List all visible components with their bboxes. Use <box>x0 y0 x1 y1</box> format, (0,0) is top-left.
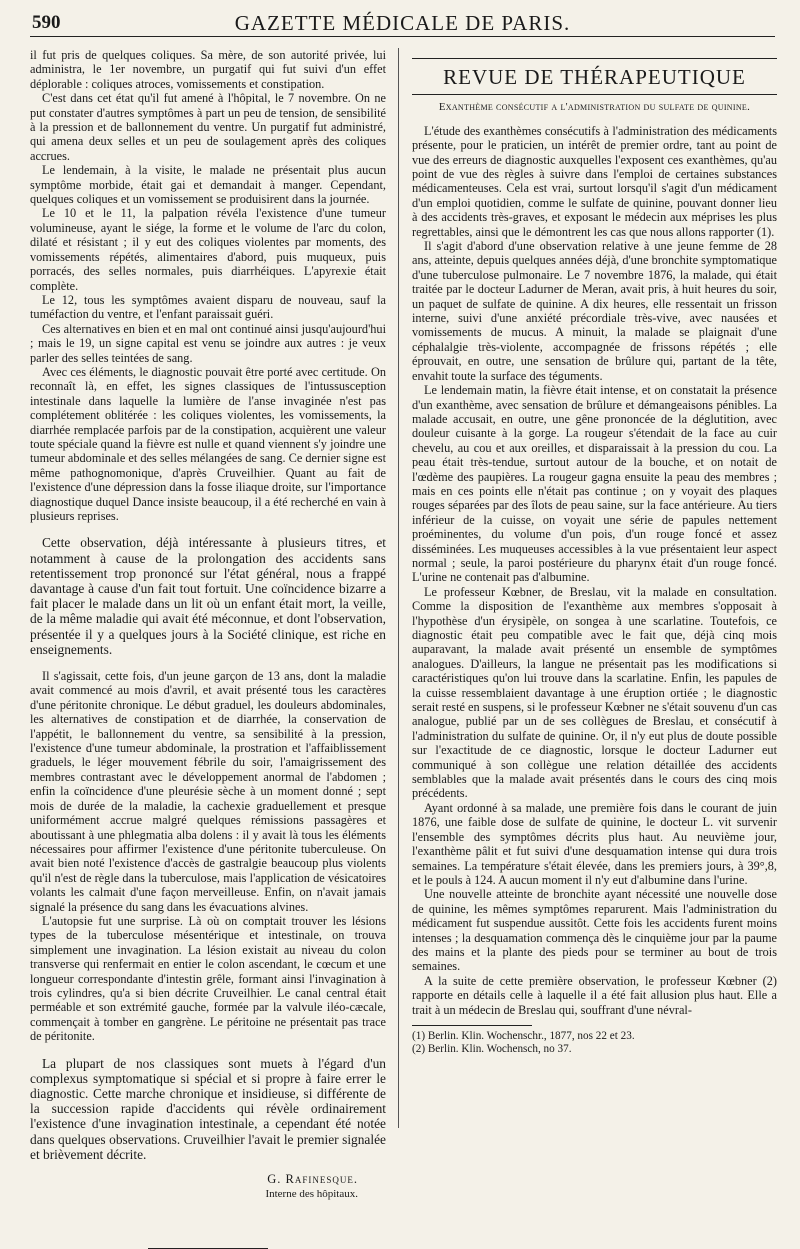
footnote-rule <box>412 1025 532 1026</box>
right-column <box>412 48 777 1056</box>
footnote: (2) Berlin. Klin. Wochensch, no 37. <box>412 1042 572 1055</box>
page-number: 590 <box>32 12 61 33</box>
journal-title: GAZETTE MÉDICALE DE PARIS. <box>234 11 571 35</box>
column-divider <box>398 48 399 1128</box>
section-subtitle: Exanthème consécutif a l'administration du sulfate de quinine. <box>438 101 751 113</box>
paragraph: L'autopsie fut une surprise. Là où on comptait trouver les lésions types de la tuberculose mésentérique et intestinale, on trouva simplement une invagination. La lésion existait au niveau du colon transverse qui renfermait en entier le colon ascendant, le cœcum et une longueur correspondante d'intestin grêle, formant ainsi l'invagination à trois cylindres, qu'a si bien décrite Cruveilhier. Le canal central était perméable et son extrémité gauche, formée par la valvule iléo-cæcale, commençait à tomber en gangrène. Le péritoine ne présentait pas trace de péritonite. <box>30 913 386 1044</box>
page-header <box>30 10 775 37</box>
paragraph: Il s'agit d'abord d'une observation relative à une jeune femme de 28 ans, atteinte, depuis quelques années déjà, d'une bronchite symptomatique d'une tuberculose pulmonaire. Le 7 novembre 1876, la malade, qui était traitée par le docteur Ladurner de Meran, avait pris, à huit heures du soir, un paquet de sulfate de quinine. A dix heures, elle ressentait un frisson interne, suivi d'une anxiété précordiale très-vive, avec nausées et vomissements de mucus. A minuit, la malade se plaignait d'une céphalalgie très-violente, accompagnée de frissons répétés ; elle éprouvait, en outre, une sensation de brûlure qui, partant de la tête, envahit toute la surface des téguments. <box>412 239 777 383</box>
paragraph: C'est dans cet état qu'il fut amené à l'hôpital, le 7 novembre. On ne put constater d'autres symptômes à part un peu de tension, de sensibilité à la pression et de ballonnement du ventre. Un purgatif fut administré, qui amena deux selles et un peu de soulagement après des coliques accrues. <box>30 91 386 163</box>
author-role: Interne des hôpitaux. <box>265 1188 358 1201</box>
paragraph: A la suite de cette première observation, le professeur Kœbner (2) rapporte en détails celle à laquelle il a été fait allusion plus haut. Elle a trait à un médecin de Breslau qui, souffrant d'une névral- <box>412 973 777 1017</box>
paragraph: Une nouvelle atteinte de bronchite ayant nécessité une nouvelle dose de quinine, les mêmes symptômes reparurent. Mais l'administration du médicament fut suspendue aussitôt. Cette fois les accidents furent moins intenses ; la desquamation commença dès le cinquième jour par la paume des mains et la plante des pieds pour se terminer au bout de trois semaines. <box>412 887 777 974</box>
paragraph-large: Cette observation, déjà intéressante à plusieurs titres, et notamment à cause de la prolongation des accidents sans retentissement trop prononcé sur l'état général, nous a frappé davantage à cause d'un fait tout fortuit. Une coïncidence bizarre a fait placer le malade dans un lit où un enfant était mort, la veille, de la même maladie qui avait été méconnue, et dont l'observation, présentée il y a quelques jours à la Société clinique, est riche en enseignements. <box>30 535 386 657</box>
footnote: (1) Berlin. Klin. Wochenschr., 1877, nos 22 et 23. <box>412 1029 635 1042</box>
paragraph: Le 10 et le 11, la palpation révéla l'existence d'une tumeur volumineuse, ayant le siége, la forme et le volume de l'arc du colon, dilaté et résistant ; il y eut des coliques violentes par moments, des vomissements répétés, alimentaires d'abord, puis muqueux, puis porracés, des selles normales, puis diarrhéiques. L'apyrexie était complète. <box>30 206 386 293</box>
paragraph: Le 12, tous les symptômes avaient disparu de nouveau, sauf la tuméfaction du ventre, et l'enfant paraissait guéri. <box>30 292 386 322</box>
paragraph: Il s'agissait, cette fois, d'un jeune garçon de 13 ans, dont la maladie avait commencé au mois d'avril, et avait présenté tous les caractères d'une péritonite chronique. Le début graduel, les douleurs abdominales, les alternatives de constipation et de diarrhée, la conservation de l'appétit, le ballonnement du ventre, sa sensibilité à la pression, l'existence d'une tumeur abdominale, la prostration et l'affaiblissement graduels, le léger mouvement fébrile du soir, l'amaigrissement des membres contrastant avec le développement anormal de l'abdomen ; enfin la coïncidence d'une pleurésie sèche à un moment donné ; sept mois de durée de la maladie, la cachexie graduellement et presque uniformément accrue malgré quelques rémissions passagères et aboutissant à une phlegmatia alba dolens : il y avait là tous les éléments nécessaires pour affirmer l'existence d'une péritonite tuberculeuse. On avait bien noté l'existence d'accès de gastralgie beaucoup plus violents qu'il n'est de règle dans la tuberculose, mais l'application de vésicatoires volants les calmait d'une façon merveilleuse. Enfin, on n'avait jamais signalé la présence du sang dans les évacuations alvines. <box>30 669 386 914</box>
paragraph: Ayant ordonné à sa malade, une première fois dans le courant de juin 1876, une faible dose de sulfate de quinine, le docteur L. vit survenir l'ensemble des symptômes décrits plus haut. Au neuvième jour, l'exanthème pâlit et fut suivi d'une desquamation intense qui dura trois semaines. La température s'était élevée, dans les premiers jours, à 39°,8, et le pouls à 124. A aucun moment il n'y eut d'albumine dans l'urine. <box>412 800 777 887</box>
paragraph-large: La plupart de nos classiques sont muets à l'égard d'un complexus symptomatique si spécial et si propre à faire errer le diagnostic. Cette marche chronique et insidieuse, si différente de la succession rapide d'accidents qui révèle ordinairement l'existence d'une invagination intestinale, a cependant été notée dans quelques observations. Cruveilhier l'avait le premier signalée et brièvement décrite. <box>30 1055 386 1162</box>
left-column <box>30 48 386 1249</box>
paragraph: L'étude des exanthèmes consécutifs à l'administration des médicaments présente, pour le praticien, un intérêt de premier ordre, tant au point de vue des erreurs de diagnostic auxquelles l'exposent ces exanthèmes, qu'au point de vue des règles à suivre dans l'emploi de certaines substances médicamenteuses. Cela est vrai, surtout lorsqu'il s'agit d'un médicament d'un emploi quotidien, comme le sulfate de quinine, pouvant donner lieu à des accidents très-graves, et exposant le médecin aux méprises les plus regrettables, ainsi que le démontrent les cas que nous allons rapporter (1). <box>412 123 777 239</box>
signature <box>30 1172 386 1202</box>
author-name: G. Rafinesque. <box>267 1172 358 1187</box>
section-title: REVUE DE THÉRAPEUTIQUE <box>412 58 777 95</box>
paragraph: Avec ces éléments, le diagnostic pouvait être porté avec certitude. On reconnaît là, en effet, les signes classiques de l'intussusception intestinale dans laquelle la lumière de l'anse invaginée n'est pas complétement oblitérée : les coliques violentes, les vomissements, la diarrhée remplacée parfois par de la constipation, acquièrent une valeur toute spéciale quand la fièvre est nulle et quand viennent s'y joindre une tumeur abdominale et des selles mélangées de sang. Ce dernier signe est même pathognomonique, d'après Cruveilhier. Quant au fait de l'existence d'une dépression dans la fosse iliaque droite, sur l'importance diagnostique duquel Dance insiste beaucoup, il a été recherché en vain à plusieurs reprises. <box>30 364 386 523</box>
paragraph: Ces alternatives en bien et en mal ont continué ainsi jusqu'aujourd'hui ; mais le 19, un signe capital est venu se joindre aux autres : je veux parler des selles teintées de sang. <box>30 321 386 365</box>
paragraph: Le professeur Kœbner, de Breslau, vit la malade en consultation. Comme la disposition de l'exanthème aux membres s'opposait à l'hypothèse d'un érysipèle, on songea à une scarlatine. Toutefois, ce diagnostic était peu compatible avec le fait que, déjà cinq mois auparavant, la malade avait présenté un ensemble de symptômes analogues. D'ailleurs, la langue ne présentait pas les modifications si caractéristiques qu'on lui trouve dans la scarlatine. Enfin, les papules de la cuisse ressemblaient davantage à une éruption ortiée ; le diagnostic serait resté en suspens, si le professeur Kœbner ne s'était souvenu d'un cas analogue, publié par un de ses collègues de Breslau, et consécutif à l'administration du sulfate de quinine. Or, il n'y eut plus de doute possible sur l'exactitude de ce diagnostic, lorsque le docteur Ladurner eut communiqué à son collègue une relation détaillée des accidents semblables que la malade avait présentés dans le cours des cinq mois précédents. <box>412 584 777 801</box>
paragraph: Le lendemain, à la visite, le malade ne présentait plus aucun symptôme morbide, était gai et demandait à manger. Cependant, quelques coliques et un vomissement se produisirent dans la journée. <box>30 163 386 207</box>
paragraph: Le lendemain matin, la fièvre était intense, et on constatait la présence d'un exanthème, avec sensation de brûlure et démangeaisons pénibles. La malade accusait, en outre, une gêne prononcée de la déglutition, avec douleur cuisante à la gorge. La rougeur s'étendait de la face au cuir chevelu, au cou et aux oreilles, et disparaissait à la pression du cou. La peau était très-tendue, surtout autour de la bouche, et on notait de l'œdème des paupières. La rougeur gagna ensuite la peau des membres ; mais en ces points elle n'était pas continue ; on y voyait des plaques rouges séparées par des îlots de peau saine, sur la face antérieure. Au tiers inférieur de la cuisse, on voyait une série de papules nettement proéminentes, du volume d'un pois, d'un rouge foncé et assez disséminées. Les muqueuses accessibles à la vue présentaient leur aspect normal ; seule, la paroi postérieure du pharynx était d'un rouge foncé. L'urine ne contenait pas d'albumine. <box>412 383 777 585</box>
paragraph: il fut pris de quelques coliques. Sa mère, de son autorité privée, lui administra, le 1er novembre, un purgatif qui fut suivi d'un effet déplorable : coliques atroces, vomissements et constipation. <box>30 48 386 91</box>
